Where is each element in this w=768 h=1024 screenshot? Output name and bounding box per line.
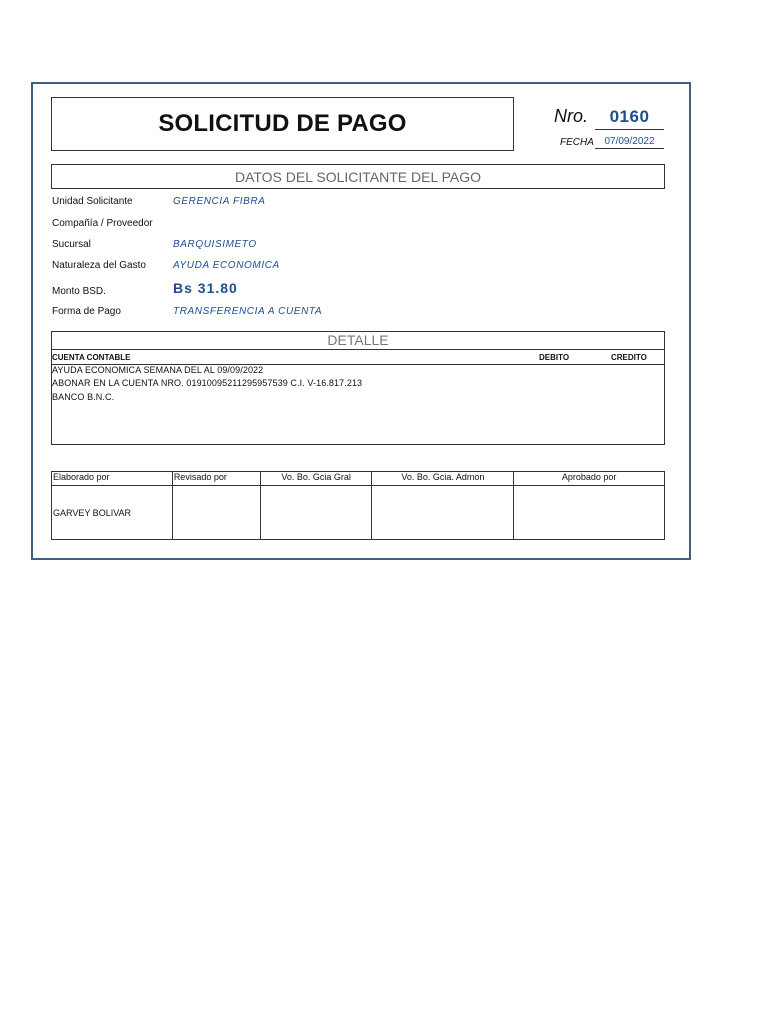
sign-value-elaborado: GARVEY BOLIVAR — [52, 486, 173, 540]
detalle-line: ABONAR EN LA CUENTA NRO. 01910095211295957539 C.I. V-16.817.213 — [52, 378, 363, 388]
field-label-sucursal: Sucursal — [52, 239, 91, 250]
field-value-unidad: GERENCIA FIBRA — [173, 196, 266, 207]
sign-value-revisado — [172, 486, 260, 540]
field-label-unidad: Unidad Solicitante — [52, 196, 133, 207]
col-cuenta-contable: CUENTA CONTABLE — [52, 353, 131, 362]
detalle-line: BANCO B.N.C. — [52, 392, 115, 402]
solicitante-section-title: DATOS DEL SOLICITANTE DEL PAGO — [51, 164, 665, 189]
col-debito: DEBITO — [539, 353, 570, 362]
detalle-line: AYUDA ECONOMICA SEMANA DEL AL 09/09/2022 — [52, 365, 264, 375]
sign-header-gcia-gral: Vo. Bo. Gcia Gral — [260, 472, 372, 486]
field-value-forma-pago: TRANSFERENCIA A CUENTA — [173, 306, 323, 317]
fecha-label: FECHA — [560, 137, 594, 148]
field-label-naturaleza: Naturaleza del Gasto — [52, 260, 146, 271]
field-label-forma-pago: Forma de Pago — [52, 306, 121, 317]
nro-value: 0160 — [595, 107, 664, 130]
sign-value-gcia-admon — [372, 486, 514, 540]
field-label-monto: Monto BSD. — [52, 286, 106, 297]
field-value-naturaleza: AYUDA ECONOMICA — [173, 260, 280, 271]
signature-table — [51, 471, 665, 540]
fecha-value: 07/09/2022 — [595, 136, 664, 149]
sign-header-aprobado: Aprobado por — [514, 472, 665, 486]
sign-header-elaborado: Elaborado por — [52, 472, 173, 486]
sign-value-gcia-gral — [260, 486, 372, 540]
col-credito: CREDITO — [611, 353, 647, 362]
sign-header-revisado: Revisado por — [172, 472, 260, 486]
nro-label: Nro. — [554, 106, 589, 126]
sign-value-aprobado — [514, 486, 665, 540]
field-label-compania: Compañía / Proveedor — [52, 218, 153, 229]
form-title: SOLICITUD DE PAGO — [51, 97, 514, 151]
field-value-monto: Bs 31.80 — [173, 280, 238, 296]
detalle-title: DETALLE — [51, 331, 665, 350]
sign-header-gcia-admon: Vo. Bo. Gcia. Admon — [372, 472, 514, 486]
field-value-sucursal: BARQUISIMETO — [173, 239, 257, 250]
